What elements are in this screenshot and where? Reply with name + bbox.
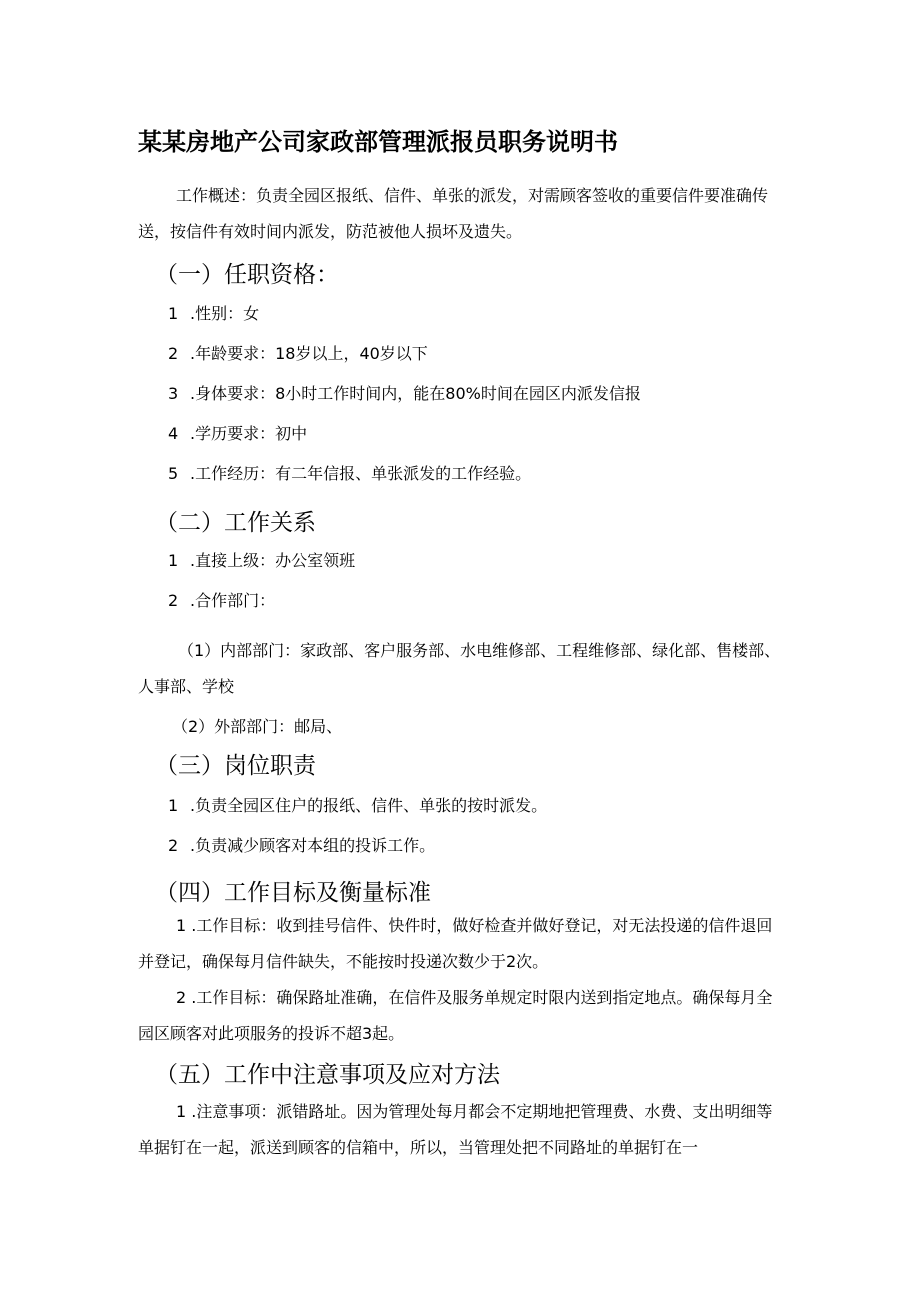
- list-item: [168, 421, 307, 444]
- item-number: 2: [168, 344, 179, 363]
- section-heading-duties: （三）岗位职责: [155, 753, 316, 779]
- item-text: .负责全园区住户的报纸、信件、单张的按时派发。: [190, 796, 548, 815]
- goal-paragraph: 2 .工作目标：确保路址准确，在信件及服务单规定时限内送到指定地点。确保每月全园区顾客对此项服务的投诉不超3起。: [138, 988, 773, 1043]
- overview-paragraph: 工作概述：负责全园区报纸、信件、单张的派发，对需顾客签收的重要信件要准确传送，按信件有效时间内派发，防范被他人损坏及遗失。: [138, 186, 769, 241]
- list-item: [168, 793, 547, 816]
- section-heading-notes: （五）工作中注意事项及应对方法: [155, 1062, 500, 1088]
- item-text: .年龄要求：18岁以上，40岁以下: [190, 344, 428, 363]
- item-text: .学历要求：初中: [190, 424, 308, 443]
- item-number: 4: [168, 424, 179, 443]
- list-item: [168, 381, 641, 404]
- item-number: 1: [168, 304, 179, 323]
- item-number: 2: [168, 591, 179, 610]
- item-number: 3: [168, 384, 179, 403]
- item-number: 1: [168, 551, 179, 570]
- item-number: 5: [168, 464, 179, 483]
- item-text: .合作部门：: [190, 591, 276, 610]
- section-heading-qualifications: （一）任职资格：: [155, 262, 339, 288]
- item-number: 2: [168, 836, 179, 855]
- item-text: .直接上级：办公室领班: [190, 551, 356, 570]
- document-title: 某某房地产公司家政部管理派报员职务说明书: [138, 127, 618, 156]
- goal-paragraph: 1 .工作目标：收到挂号信件、快件时，做好检查并做好登记，对无法投递的信件退回并登记，确保每月信件缺失，不能按时投递次数少于2次。: [138, 916, 773, 971]
- section-heading-goals: （四）工作目标及衡量标准: [155, 880, 431, 906]
- item-text: .负责减少顾客对本组的投诉工作。: [190, 836, 436, 855]
- sub-paragraph-external: （2）外部部门：邮局、: [172, 717, 343, 736]
- sub-paragraph-internal: （1）内部部门：家政部、客户服务部、水电维修部、工程维修部、绿化部、售楼部、人事部、学校: [138, 641, 781, 696]
- section-heading-relations: （二）工作关系: [155, 510, 316, 536]
- list-item: [168, 833, 435, 856]
- list-item: [168, 341, 428, 364]
- item-number: 1: [168, 796, 179, 815]
- list-item: [168, 461, 531, 484]
- list-item: [168, 301, 259, 324]
- item-text: .身体要求：8小时工作时间内，能在80%时间在园区内派发信报: [190, 384, 641, 403]
- item-text: .工作经历：有二年信报、单张派发的工作经验。: [190, 464, 532, 483]
- list-item: [168, 548, 355, 571]
- list-item: [168, 588, 275, 611]
- notes-paragraph: 1 .注意事项：派错路址。因为管理处每月都会不定期地把管理费、水费、支出明细等单据钉在一起，派送到顾客的信箱中，所以，当管理处把不同路址的单据钉在一: [138, 1102, 773, 1157]
- item-text: .性别：女: [190, 304, 260, 323]
